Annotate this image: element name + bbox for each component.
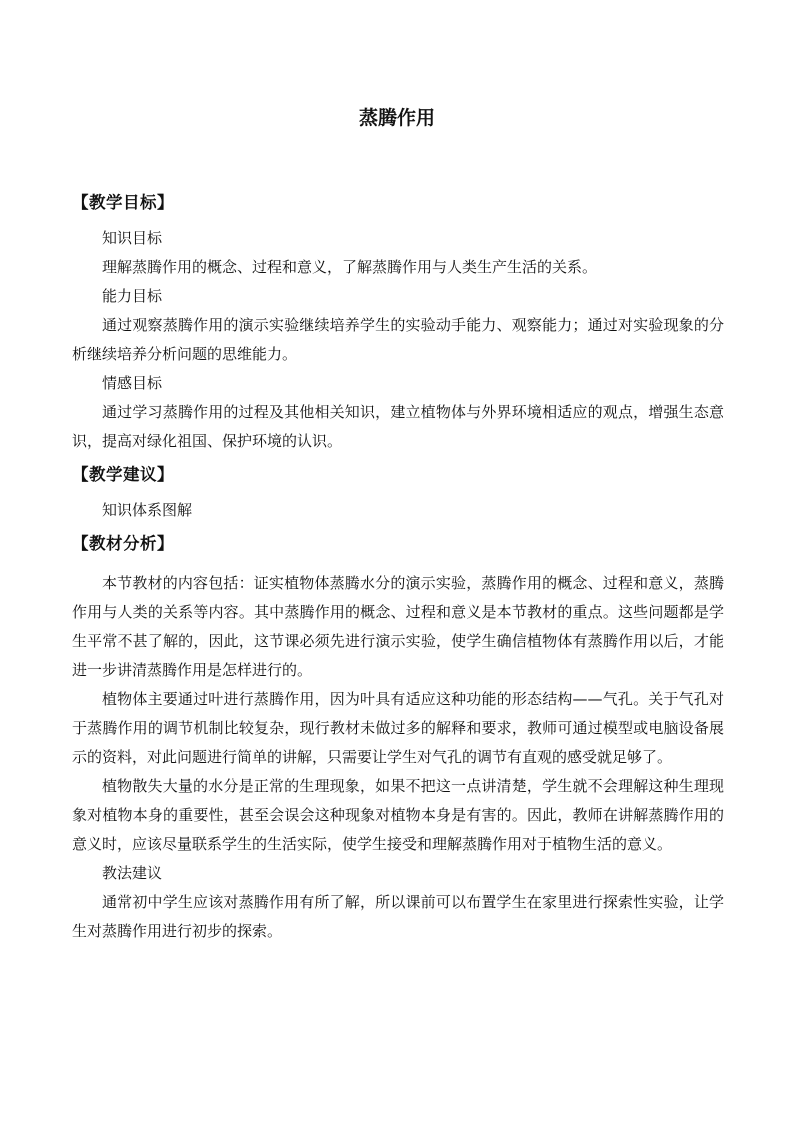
paragraph-analysis-2: 植物体主要通过叶进行蒸腾作用，因为叶具有适应这种功能的形态结构——气孔。关于气孔对于蒸腾作用的调节机制比较复杂，现行教材未做过多的解释和要求，教师可通过模型或电脑设备展示的资料，对此问题进行简单的讲解，只需要让学生对气孔的调节有直观的感受就足够了。 [72, 690, 724, 766]
paragraph-analysis-3: 植物散失大量的水分是正常的生理现象，如果不把这一点讲清楚，学生就不会理解这种生理现象对植物本身的重要性，甚至会误会这种现象对植物本身是有害的。因此，教师在讲解蒸腾作用的意义时，应该尽量联系学生的生活实际，使学生接受和理解蒸腾作用对于植物生活的意义。 [72, 777, 724, 853]
subheading-knowledge-goal: 知识目标 [102, 229, 163, 247]
document-body [72, 188, 724, 946]
subheading-knowledge-diagram: 知识体系图解 [102, 501, 193, 519]
subheading-emotion-goal: 情感目标 [102, 374, 163, 392]
page-title: 蒸腾作用 [358, 107, 435, 129]
section-heading-teaching-goals: 【教学目标】 [72, 193, 174, 212]
section-heading-teaching-suggestions: 【教学建议】 [72, 465, 174, 484]
paragraph-ability-goal: 通过观察蒸腾作用的演示实验继续培养学生的实验动手能力、观察能力；通过对实验现象的分析继续培养分析问题的思维能力。 [72, 316, 724, 363]
section-heading-textbook-analysis: 【教材分析】 [72, 534, 174, 553]
subheading-method-suggestion: 教法建议 [102, 864, 163, 882]
subheading-ability-goal: 能力目标 [102, 287, 163, 305]
paragraph-emotion-goal: 通过学习蒸腾作用的过程及其他相关知识，建立植物体与外界环境相适应的观点，增强生态意识，提高对绿化祖国、保护环境的认识。 [72, 403, 724, 450]
paragraph-method-suggestion: 通常初中学生应该对蒸腾作用有所了解，所以课前可以布置学生在家里进行探索性实验，让学生对蒸腾作用进行初步的探索。 [72, 893, 724, 940]
paragraph-knowledge-goal: 理解蒸腾作用的概念、过程和意义，了解蒸腾作用与人类生产生活的关系。 [102, 258, 598, 276]
paragraph-analysis-1: 本节教材的内容包括：证实植物体蒸腾水分的演示实验，蒸腾作用的概念、过程和意义，蒸腾作用与人类的关系等内容。其中蒸腾作用的概念、过程和意义是本节教材的重点。这些问题都是学生平常不甚了解的，因此，这节课必须先进行演示实验，使学生确信植物体有蒸腾作用以后，才能进一步讲清蒸腾作用是怎样进行的。 [72, 574, 724, 679]
